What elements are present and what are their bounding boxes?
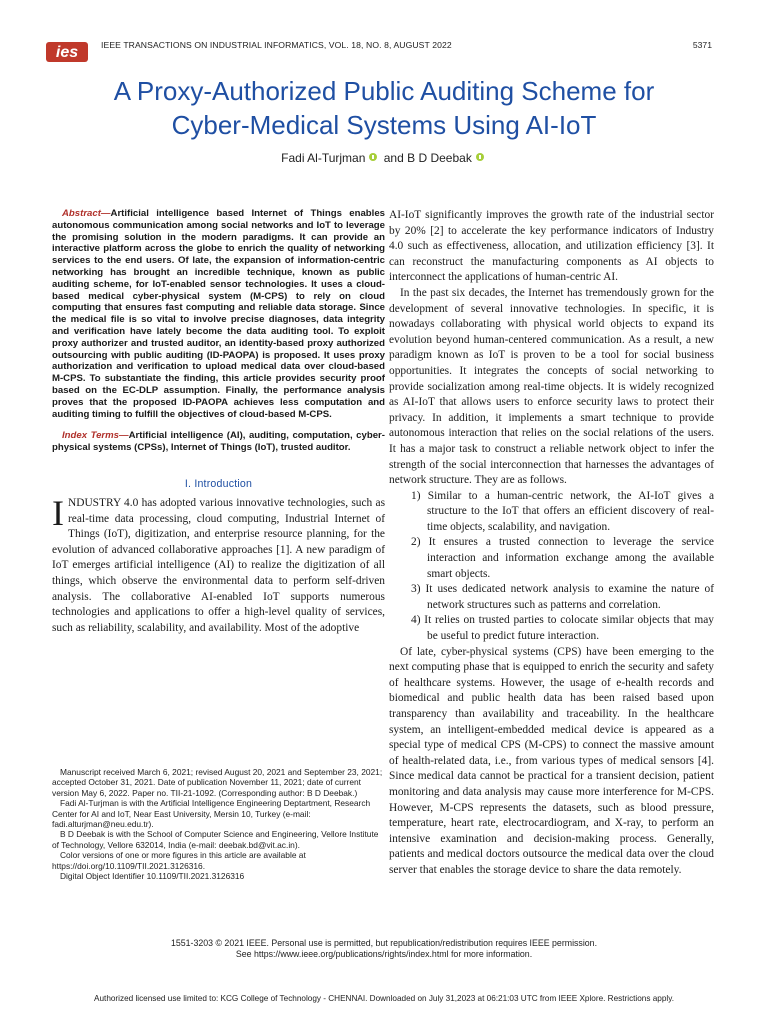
footnote-author-2: B D Deebak is with the School of Computer Science and Engineering, Vellore Institute of Technology, Vellore 632014, India (e-mail: deebak.bd@vit.ac.in). — [52, 829, 379, 850]
abstract — [52, 208, 385, 420]
paragraph: In the past six decades, the Internet has tremendously grown for the development of several innovative technologies. In specific, it is nowadays collaborating with physical world objects to expand its evolution beyond human-centered communication. As a result, a new paradigm known as IoT is proven to be a tool for social business opportunities. It integrates the concepts of social networking to provide socialization among real-time objects. It is widely recognized as AI-IoT that allows users to enforce security laws to protect their privacy. In addition, it implements a smart technique to provide autonomous interaction that relies on the social relations of the users. It has a major task to construct a reliable network object to infer the strength of the social interconnection that harnesses the advantages of network structure. They are as follows. — [389, 286, 714, 487]
authorized-use-line: Authorized licensed use limited to: KCG College of Technology - CHENNAI. Downloaded on July 31,2023 at 06:21:03 UTC from IEEE Xplore. Restrictions apply. — [94, 994, 674, 1003]
author-list — [0, 151, 768, 165]
logo-text: ies — [55, 44, 79, 61]
list-item: 1) Similar to a human-centric network, the AI-IoT gives a structure to the IoT that offers an efficient discovery of real-time objects, scalability, and navigation. — [411, 489, 714, 533]
paper-title — [40, 74, 728, 142]
author-1[interactable]: Fadi Al-Turjman — [281, 151, 366, 165]
journal-header: IEEE TRANSACTIONS ON INDUSTRIAL INFORMATICS, VOL. 18, NO. 8, AUGUST 2022 — [101, 40, 452, 50]
list-item: 4) It relies on trusted parties to colocate similar objects that may be useful to predict future interaction. — [411, 614, 714, 643]
index-terms-lead: Index Terms— — [62, 430, 129, 442]
intro-text: NDUSTRY 4.0 has adopted various innovative technologies, such as real-time data processing, cloud computing, Industrial Internet of Things (IoT), digitization, and enterprise resource planning, for the evolution of advanced collaborative approaches [1]. A new paradigm of IoT emerges artificial intelligence (AI) to realize the digitization of all things, which observe the environmental data to perform self-driven analysis. The collaborative AI-enabled IoT supports numerous technologies and applications to offer a high-level quality of services, such as reliability, scalability, and availability. Most of the adoptive — [52, 496, 385, 634]
ies-logo-icon — [46, 40, 88, 64]
right-column — [389, 208, 714, 879]
orcid-icon[interactable] — [476, 153, 484, 161]
intro-paragraph — [52, 492, 385, 636]
copyright-notice — [0, 938, 768, 960]
footnote-author-1: Fadi Al-Turjman is with the Artificial Intelligence Engineering Deptartment, Research Center for AI and IoT, Near East University, Mersin 10, Turkey (e-mail: fadi.alturjman@neu.edu.tr). — [52, 798, 371, 830]
left-column — [52, 208, 385, 636]
section-heading-introduction: I. Introduction — [184, 477, 253, 490]
index-terms-text: Artificial intelligence (AI), auditing, computation, cyber-physical systems (CPSs), Internet of Things (IoT), trusted auditor. — [52, 430, 385, 454]
title-line-1: A Proxy-Authorized Public Auditing Scheme for — [113, 76, 655, 106]
list-item: 2) It ensures a trusted connection to leverage the service interaction and information exchange among the available smart objects. — [411, 536, 714, 580]
paragraph: Of late, cyber-physical systems (CPS) have been emerging to the next computing phase that is equipped to enrich the security and safety of healthcare systems. However, the usage of e-health records and biomedical and public health data has been raised based upon transparency than availability and traceability. In the healthcare system, an intelligent-embedded medical device is appeared as a special type of medical CPS (M-CPS) to connect the massive amount of health-related data, i.e., from various types of medical sensors [4]. Since medical data cannot be practical for a transient decision, patient monitoring and data analysis may cause more interference for M-CPS. However, M-CPS represents the datasets, such as blood pressure, temperature, heart rate, electrocardiogram, and X-ray, to perform an intensive examination and decision-making process. Generally, patients and medical doctors outsource the medical data over the cloud server that enables the storage device to share the data remotely. — [389, 645, 714, 876]
numbered-list — [389, 489, 714, 645]
paragraph: AI-IoT significantly improves the growth rate of the industrial sector by 20% [2] to accelerate the key performance indicators of Industry 4.0 such as effectiveness, allocation, and utilization efficiency [3]. It can reconstruct the manufacturing components as AI objects to interconnect the applications of human-centric AI. — [389, 209, 714, 284]
author-conjunction: and — [383, 151, 404, 165]
footnote-manuscript: Manuscript received March 6, 2021; revised August 20, 2021 and September 23, 2021; accepted October 31, 2021. Date of publication November 11, 2021; date of current version May 6, 2022. Paper no. TII-21-1092. (Corresponding author: B D Deebak.) — [52, 767, 383, 798]
title-line-2: Cyber-Medical Systems Using AI-IoT — [171, 110, 597, 140]
footnotes — [52, 767, 385, 881]
list-item: 3) It uses dedicated network analysis to examine the nature of network structures such as patterns and correlation. — [411, 583, 714, 611]
page-number: 5371 — [692, 40, 712, 50]
copyright-line-1: 1551-3203 © 2021 IEEE. Personal use is permitted, but republication/redistribution requires IEEE permission. — [170, 938, 598, 948]
footnote-color: Color versions of one or more figures in this article are available at https://doi.org/10.1109/TII.2021.3126316. — [52, 850, 306, 871]
orcid-icon[interactable] — [369, 153, 377, 161]
abstract-text: Artificial intelligence based Internet of Things enables autonomous communication among social networks and IoT to leverage the promising solution in the modern paradigms. It can provide an interactive platform across the globe to enrich the quality of networking services to the end users. Of late, the expansion of information-centric networking has brought an incredible technique, known as public auditing scheme, for IoT-enabled sensor technologies. It uses a cloud-based medical cyber-physical system (M-CPS) to rely on cloud computing that ensures fast computing and reliable data storage. Since the medical file is so vital to involve precise diagnoses, data integrity and verification have lately become the data auditing tool. To exploit proxy authorizer and trusted auditor, an identity-based proxy authorized outsourcing with public auditing (ID-PAOPA) is proposed. It uses proxy authorization and verification to upload medical data over cloud-based M-CPS. To substantiate the finding, this article provides security proof based on the EC-DLP assumption. Finally, the performance analysis proves that the proposed ID-PAOPA achieves less computation and auditing timing to fulfill the objectives of cloud-based M-CPS. — [52, 208, 385, 420]
drop-cap: I — [52, 492, 64, 533]
author-2[interactable]: B D Deebak — [407, 151, 472, 165]
index-terms — [52, 430, 385, 454]
copyright-line-2[interactable]: See https://www.ieee.org/publications/rights/index.html for more information. — [235, 949, 533, 959]
abstract-lead: Abstract— — [62, 208, 111, 219]
footnote-doi: Digital Object Identifier 10.1109/TII.2021.3126316 — [60, 871, 245, 882]
